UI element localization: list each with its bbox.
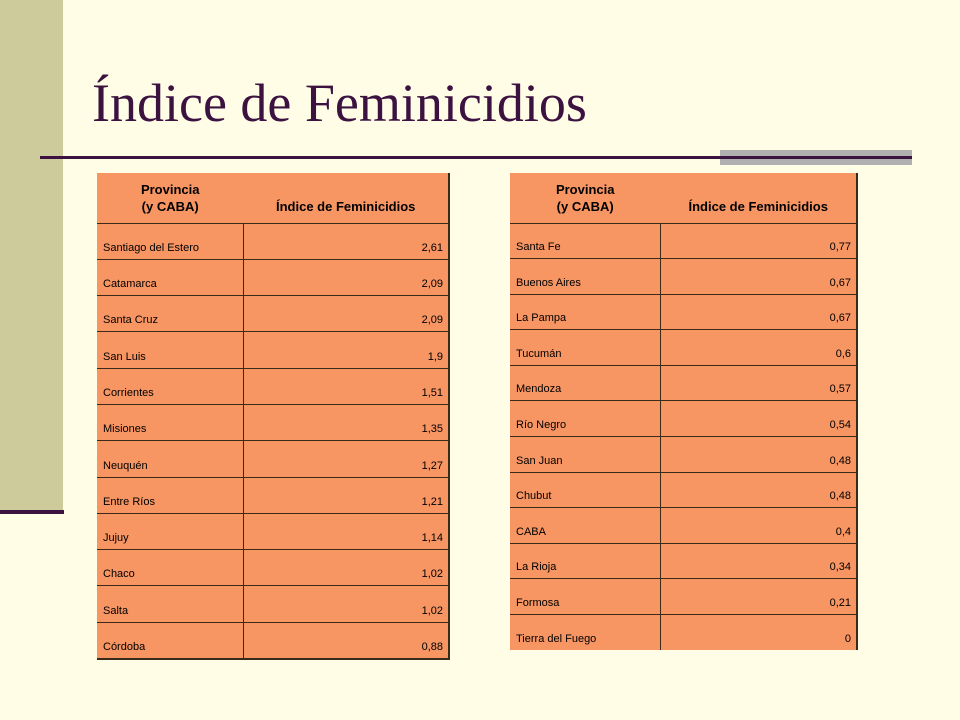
index-value-cell: 1,27 (243, 441, 449, 477)
index-value-cell: 1,02 (243, 586, 449, 622)
province-cell: Misiones (97, 404, 243, 440)
province-cell: San Luis (97, 332, 243, 368)
index-value-cell: 2,09 (243, 296, 449, 332)
province-cell: Formosa (510, 579, 660, 615)
table-row (97, 404, 449, 440)
index-value-cell: 1,02 (243, 550, 449, 586)
table-row (97, 332, 449, 368)
header-province-line2: (y CABA) (141, 198, 199, 214)
header-province (97, 173, 243, 223)
index-value-cell: 0,34 (660, 543, 857, 579)
index-value-cell: 0,4 (660, 508, 857, 544)
index-value-cell: 0,57 (660, 365, 857, 401)
index-value-cell: 1,14 (243, 513, 449, 549)
table-left-body (97, 223, 449, 659)
province-cell: Tucumán (510, 330, 660, 366)
index-value-cell: 0,54 (660, 401, 857, 437)
province-cell: La Pampa (510, 294, 660, 330)
header-province (510, 173, 660, 223)
province-cell: Río Negro (510, 401, 660, 437)
province-cell: Chubut (510, 472, 660, 508)
header-province-line1: Provincia (140, 181, 200, 197)
table-row (97, 513, 449, 549)
index-value-cell: 0,67 (660, 259, 857, 295)
index-value-cell: 0 (844, 633, 851, 646)
index-value-cell: 0,6 (660, 330, 857, 366)
header-province-line2: (y CABA) (556, 198, 614, 214)
index-value-cell: 0,48 (660, 472, 857, 508)
table-header-row (97, 173, 449, 223)
index-value-cell: 1,21 (243, 477, 449, 513)
table-row (510, 365, 857, 401)
header-index: Índice de Feminicidios (243, 173, 449, 223)
table-row (97, 259, 449, 295)
index-value-cell: 1,51 (243, 368, 449, 404)
table-row (97, 368, 449, 404)
left-accent-bar (0, 0, 63, 512)
province-cell: Entre Ríos (97, 477, 243, 513)
index-value-cell: 0,67 (660, 294, 857, 330)
index-value-cell: 0,21 (660, 579, 857, 615)
table-right-body (510, 223, 857, 650)
slide-title: Índice de Feminicidios (92, 73, 587, 133)
table-left (97, 173, 450, 660)
index-value-cell: 1,35 (243, 404, 449, 440)
table-row (510, 543, 857, 579)
table-row (510, 259, 857, 295)
table-header-row (510, 173, 857, 223)
province-cell: CABA (510, 508, 660, 544)
table-row (97, 622, 449, 658)
province-cell: Santiago del Estero (97, 223, 243, 259)
table-row (97, 477, 449, 513)
province-cell: Chaco (97, 550, 243, 586)
table-row (97, 550, 449, 586)
province-cell: Catamarca (97, 259, 243, 295)
table-row (510, 330, 857, 366)
table-row (510, 472, 857, 508)
province-cell: Santa Cruz (97, 296, 243, 332)
table-row (510, 401, 857, 437)
table-row (510, 294, 857, 330)
table-row (97, 223, 449, 259)
title-underline-accent (720, 150, 912, 165)
province-cell: Mendoza (510, 365, 660, 401)
index-value-cell: 0,88 (243, 622, 449, 658)
province-cell: La Rioja (510, 543, 660, 579)
province-cell: Neuquén (97, 441, 243, 477)
left-accent-rule (0, 510, 64, 514)
table-row (97, 586, 449, 622)
province-cell: Corrientes (97, 368, 243, 404)
table-row (510, 579, 857, 615)
province-cell: Tierra del Fuego (510, 615, 660, 651)
index-value-cell: 2,61 (243, 223, 449, 259)
index-value-cell: 0,48 (660, 437, 857, 473)
table-row (97, 441, 449, 477)
province-cell: Santa Fe (510, 223, 660, 259)
index-value-cell: 2,09 (243, 259, 449, 295)
table-row (97, 296, 449, 332)
province-cell: Buenos Aires (510, 259, 660, 295)
header-index: Índice de Feminicidios (660, 173, 857, 223)
index-value-cell: 1,9 (243, 332, 449, 368)
header-province-line1: Provincia (555, 181, 615, 197)
table-row (510, 437, 857, 473)
table-row (510, 615, 857, 651)
table-row (510, 223, 857, 259)
index-value-cell: 0,77 (660, 223, 857, 259)
province-cell: San Juan (510, 437, 660, 473)
table-right (510, 173, 858, 650)
province-cell: Salta (97, 586, 243, 622)
province-cell: Córdoba (97, 622, 243, 658)
table-row (510, 508, 857, 544)
province-cell: Jujuy (97, 513, 243, 549)
